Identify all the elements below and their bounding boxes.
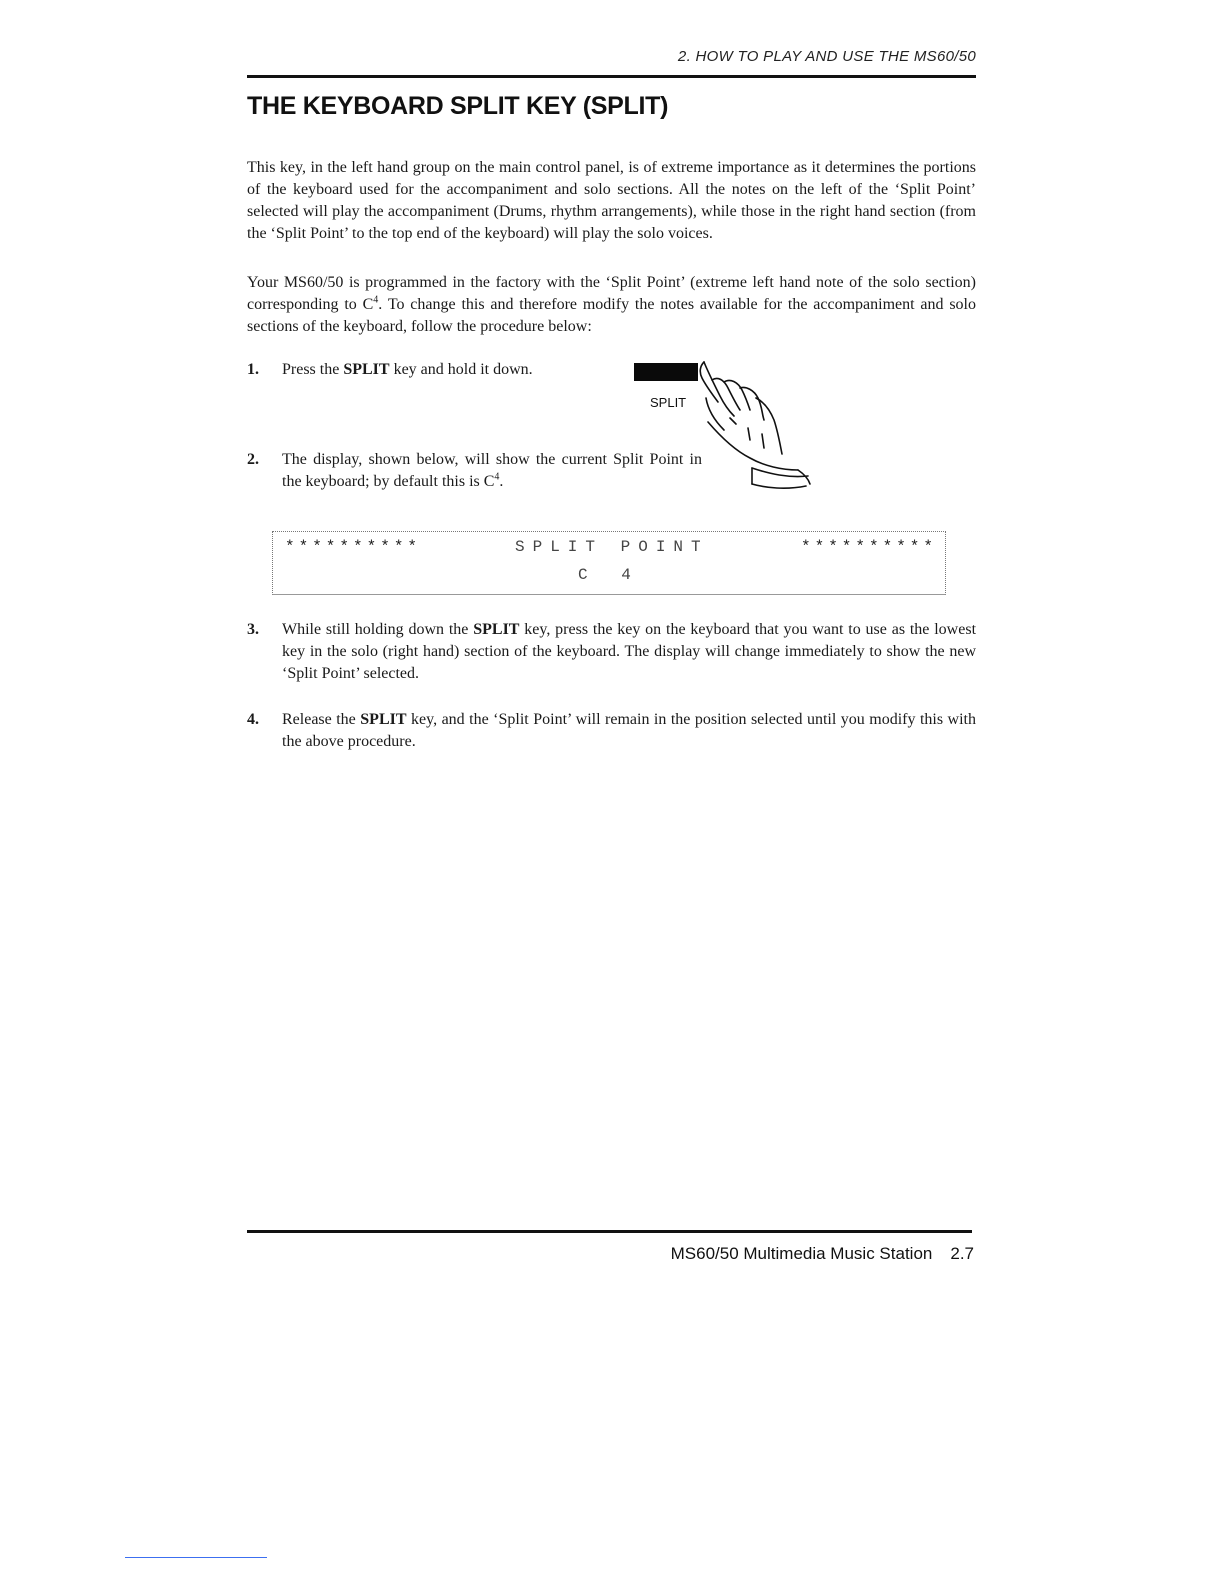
step-text: Press the SPLIT key and hold it down.: [282, 361, 533, 378]
header-rule: [247, 75, 976, 78]
step-text: While still holding down the SPLIT key, press the key on the keyboard that you want to use as the lowest key in the solo (right hand) section of the keyboard. The display will change immediately to show the new ‘Split Point’ selected.: [282, 621, 977, 682]
split-key-name: SPLIT: [473, 621, 520, 638]
page-footer: [500, 1244, 974, 1264]
superscript: 4: [373, 294, 379, 306]
display-title: SPLIT POINT: [515, 538, 709, 556]
step-text: The display, shown below, will show the current Split Point in the keyboard; by default this is $C^4$.: [282, 451, 702, 490]
lcd-display: [272, 531, 946, 595]
running-header: 2. HOW TO PLAY AND USE THE MS60/50: [677, 48, 976, 65]
intro-paragraph-2: [247, 272, 976, 338]
step-number: 3.: [247, 621, 259, 638]
display-line-1: [285, 538, 937, 558]
step-number: 1.: [247, 361, 259, 378]
page-number: 2.7: [950, 1244, 974, 1263]
split-key-illustration: [634, 363, 698, 381]
step-text: Release the SPLIT key, and the ‘Split Point’ will remain in the position selected until you modify this with the above procedure.: [282, 711, 977, 750]
step-number: 2.: [247, 451, 259, 468]
step-number: 4.: [247, 711, 259, 728]
footer-rule: [247, 1230, 972, 1233]
split-key-name: SPLIT: [360, 711, 407, 728]
bottom-divider: [125, 1557, 267, 1558]
split-key-name: SPLIT: [343, 361, 390, 378]
superscript: 4: [494, 471, 500, 483]
footer-product: MS60/50 Multimedia Music Station: [670, 1244, 933, 1263]
display-split-value: C 4: [578, 566, 643, 584]
display-stars-right: **********: [800, 538, 937, 556]
intro-text-a: Your MS60/50 is programmed in the factory with the ‘Split Point’ (extreme left hand note of the solo section) corresponding to C: [247, 274, 976, 313]
intro-paragraph: This key, in the left hand group on the main control panel, is of extreme importance as it determines the portions of the keyboard used for the accompaniment and solo sections. All the notes on the left of the ‘Split Point’ selected will play the accompaniment (Drums, rhythm arrangements), while those in the right hand section (from the ‘Split Point’ to the top end of the keyboard) will play the solo voices.: [247, 159, 976, 242]
split-key-label: SPLIT: [650, 395, 687, 410]
intro-text-b: . To change this and therefore modify the notes available for the accompaniment and solo sections of the keyboard, follow the procedure below:: [247, 296, 976, 335]
pressing-hand-icon: [690, 358, 820, 500]
page-title: THE KEYBOARD SPLIT KEY (SPLIT): [247, 92, 669, 120]
display-stars-left: **********: [285, 538, 422, 556]
